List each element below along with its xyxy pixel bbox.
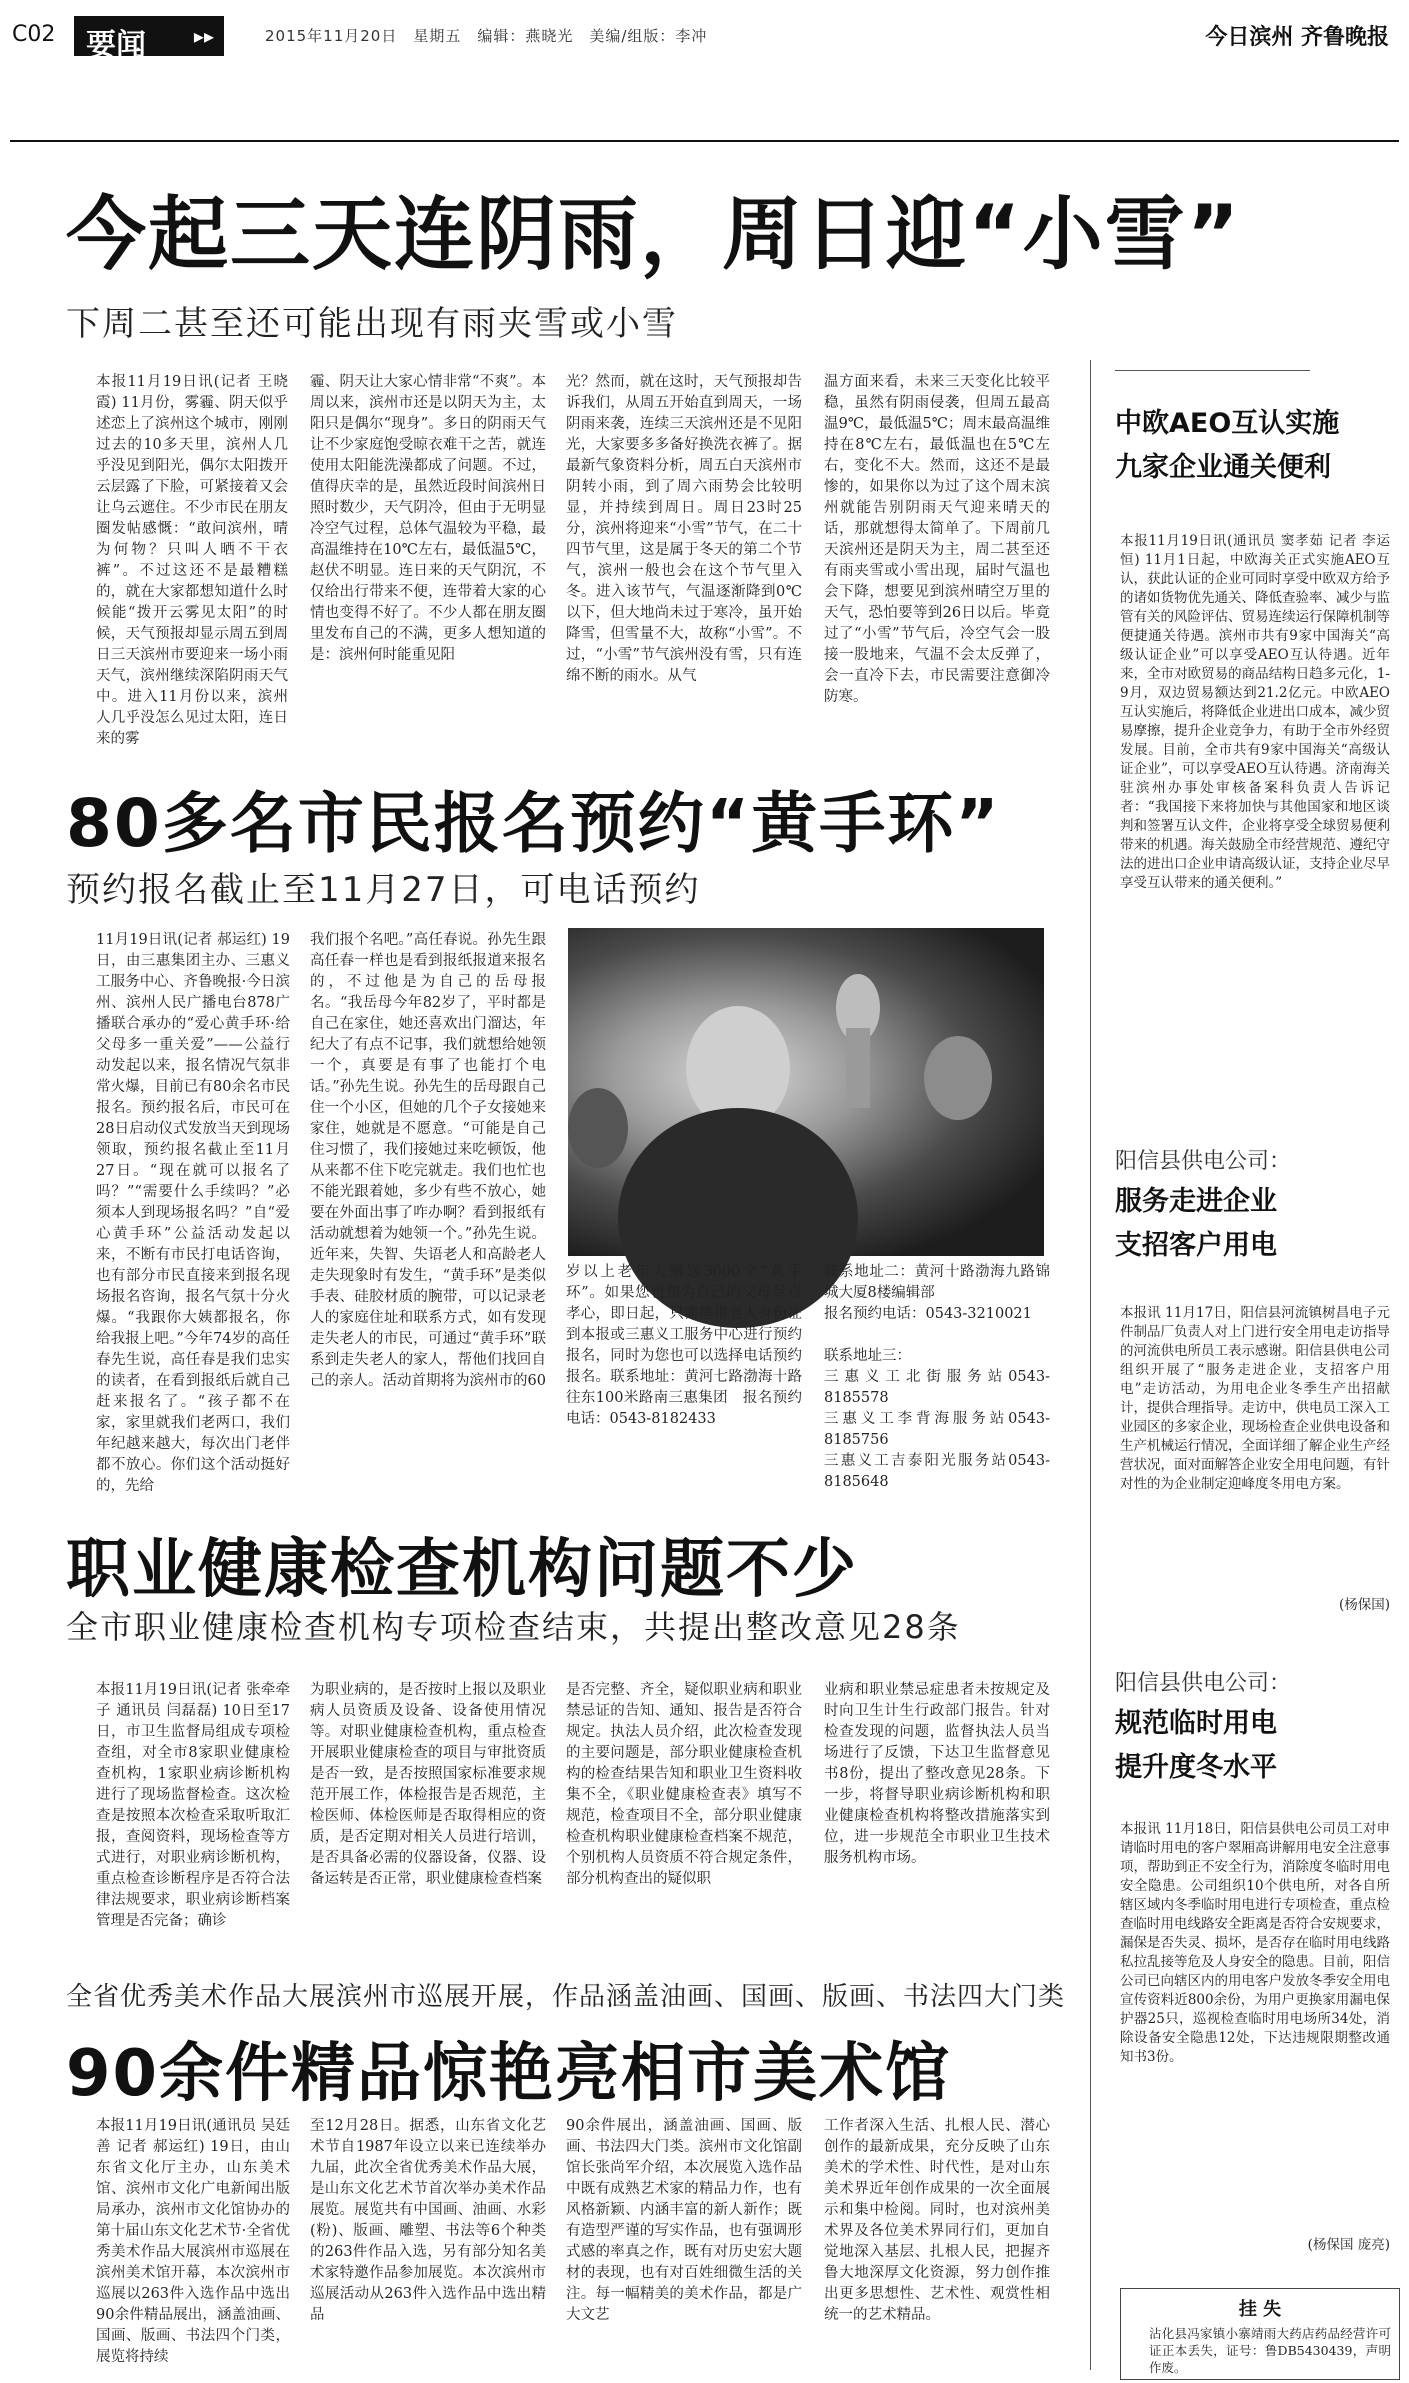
sidebar2-title-line: 支招客户用电 <box>1115 1230 1277 1261</box>
section-name: 要闻 <box>86 28 146 63</box>
news-photo <box>568 928 1044 1256</box>
contact-list <box>824 1262 1050 1493</box>
article4-col: 至12月28日。据悉，山东省文化艺术节自1987年设立以来已连续举办九届，此次全省优秀美术作品大展，是山东文化艺术节首次举办美术作品展览。展览共有中国画、油画、水彩(粉)、版画、雕塑、书法等6个种类的263件作品入选，另有部分知名美术家特邀作品参加展览。本次滨州市巡展活动从263件入选作品中选出精品 <box>310 2118 546 2323</box>
article1-col: 本报11月19日讯(记者 王晓霞) 11月份，雾霾、阴天似乎述恋上了滨州这个城市，刚刚过去的10多天里，滨州人几乎没见到阳光，偶尔太阳拨开云层露了下脸，可紧接着又会让乌云遮住。不少市民在朋友圈发帖感慨：“敢问滨州，晴为何物？只叫人晒不干衣裤”。不过这还不是最糟糕的，就在大家都想知道什么时候能“拨开云雾见太阳”的时候，天气预报却显示周五到周日三天滨州市要迎来一场小雨天气，滨州继续深陷阴雨天气中。进入11月份以来，滨州人几乎没怎么见过太阳，连日来的雾 <box>96 374 288 747</box>
article1-col: 霾、阴天让大家心情非常“不爽”。本周以来，滨州市还是以阴天为主，太阳只是偶尔“现身”。多日的阴雨天气让不少家庭饱受晾衣难干之苦，就连使用太阳能洗澡都成了问题。不过，值得庆幸的是，虽然近段时间滨州日照时数少，天气阴冷，但由于无明显冷空气过程，总体气温较为平稳，最高温维持在10℃左右，最低温5℃，赵伏不明显。连日来的天气阴沉，不仅给出行带来不便，连带着大家的心情也变得不好了。不少人都在朋友圈里发布自己的不满，更多人想知道的是：滨州何时能重见阳 <box>310 374 546 663</box>
article2-col: 岁以上老年人赠送3000个“黄手环”。如果您也想为自己的父母尽点孝心，即日起，只需携带老人身份证到本报或三惠义工服务中心进行预约报名，同时为您也可以选择电话预约报名。联系地址：黄河七路渤海十路往东100米路南三惠集团 报名预约电话：0543-8182433 <box>566 1264 802 1427</box>
article2-title: 80多名市民报名预约“黄手环” <box>66 785 1001 862</box>
sidebar3-kicker: 阳信县供电公司： <box>1115 1671 1292 1696</box>
sidebar3-byline: (杨保国 庞亮) <box>1307 2237 1390 2253</box>
newspaper-brand: 今日滨州 齐鲁晚报 <box>1205 25 1389 50</box>
double-chevron-icon: ▸▸ <box>193 24 214 48</box>
article3-col: 为职业病的，是否按时上报以及职业病人员资质及设备、设备使用情况等。对职业健康检查机构，重点检查开展职业健康检查的项目与审批资质是否一致，是否按照国家标准要求规范开展工作，体检报告是否规范，主检医师、体检医师是否取得相应的资质，是否定期对相关人员进行培训，是否具备必需的仪器设备，仪器、设备运转是否正常，职业健康检查档案 <box>310 1682 546 1887</box>
sidebar3-title-line: 提升度冬水平 <box>1115 1752 1277 1783</box>
sidebar-top-rule <box>1115 370 1310 371</box>
article4-col: 工作者深入生活、扎根人民、潜心创作的最新成果，充分反映了山东美术的学术性、时代性，是对山东美术界近年创作成果的一次全面展示和集中检阅。同时，也对滨州美术界及各位美术界同行们，更加自觉地深入基层、扎根人民，把握齐鲁大地深厚文化资源，努力创作推出更多思想性、艺术性、观赏性相统一的艺术精品。 <box>824 2118 1050 2323</box>
lost-notice <box>1120 2288 1400 2380</box>
contact-line: 三惠义工北街服务站0543-8185578 <box>824 1369 1050 1406</box>
header-rule <box>10 140 1399 142</box>
contact-line: 联系地址三： <box>824 1348 911 1364</box>
contact-line: 报名预约电话：0543-3210021 <box>824 1306 1032 1322</box>
article1-col: 温方面来看，未来三天变化比较平稳，虽然有阴雨侵袭，但周五最高温9℃，最低温5℃；周末最高温维持在8℃左右，最低温也在5℃左右，变化不大。然而，这还不是最惨的，如果你以为过了这个周末滨州就能告别阴雨天气迎来晴天的话，那就想得太简单了。下周前几天滨州还是阴天为主，周二甚至还有雨夹雪或小雪出现，届时气温也会下降，想要见到滨州晴空万里的天气，恐怕要等到26日以后。毕竟过了“小雪”节气后，冷空气会一股接一股地来，气温不会太反弹了，会一直冷下去，市民需要注意御冷防寒。 <box>824 374 1050 705</box>
article1-subtitle: 下周二甚至还可能出现有雨夹雪或小雪 <box>66 304 678 344</box>
article3-col: 业病和职业禁忌症患者未按规定及时向卫生计生行政部门报告。针对检查发现的问题，监督执法人员当场进行了反馈，下达卫生监督意见书8份，提出了整改意见28条。下一步，将督导职业病诊断机构和职业健康检查机构将整改措施落实到位，进一步规范全市职业卫生技术服务机构市场。 <box>824 1682 1050 1866</box>
sidebar2-byline: (杨保国) <box>1338 1597 1390 1613</box>
article4-col: 本报11月19日讯(通讯员 吴廷善 记者 郝运红) 19日，由山东省文化厅主办，山东美术馆、滨州市文化广电新闻出版局承办，滨州市文化馆协办的第十届山东文化艺术节·全省优秀美术作品大展滨州市巡展在滨州美术馆开幕，本次滨州市巡展以263件入选作品中选出90余件精品展出，涵盖油画、国画、版画、书法四个门类，展览将持续 <box>96 2118 290 2365</box>
contact-line: 联系地址二：黄河十路渤海九路锦城大厦8楼编辑部 <box>824 1264 1050 1301</box>
page-meta: 2015年11月20日 星期五 编辑：燕晓光 美编/组版：李冲 <box>265 27 708 45</box>
article2-col: 11月19日讯(记者 郝运红) 19日，由三惠集团主办、三惠义工服务中心、齐鲁晚报·今日滨州、滨州人民广播电台878广播联合承办的“爱心黄手环·给父母多一重关爱”——公益行动发起以来，报名情况气氛非常火爆，目前已有80余名市民报名。预约报名后，市民可在28日启动仪式发放当天到现场领取，预约报名截止至11月27日。“现在就可以报名了吗？”“需要什么手续吗？”必须本人到现场报名吗？”自“爱心黄手环”公益活动发起以来，不断有市民打电话咨询，也有部分市民直接来到报名现场报名咨询，报名气氛十分火爆。“我跟你大姨都报名，你给我报上吧。”今年74岁的高任春先生说，高任春是我们忠实的读者，在看到报纸后就自己赶来报名了。“孩子都不在家，家里就我们老两口，我们年纪越来越大，每次出门老伴都不放心。你们这个活动挺好的，先给 <box>96 932 290 1494</box>
article2-col: 我们报个名吧。”高任春说。孙先生跟高任春一样也是看到报纸报道来报名的，不过他是为自己的岳母报名。“我岳母今年82岁了，平时都是自己在家住，她还喜欢出门溜达，年纪大了有点不记事，我们就想给她领一个，真要是有事了也能打个电话。”孙先生说。孙先生的岳母跟自己住一个小区，但她的几个子女接她来家住，她就是不愿意。“可能是自己住习惯了，我们接她过来吃顿饭，他从来都不住下吃完就走。我们也忙也不能光跟着她，多少有些不放心，她要在外面出事了咋办啊？看到报纸有活动就想着为她领一个。”孙先生说。近年来，失智、失语老人和高龄老人走失现象时有发生，“黄手环”是类似手表、硅胶材质的腕带，可以记录老人的家庭住址和联系方式，如有发现走失老人的市民，可通过“黄手环”联系到走失老人的家人，帮他们找回自己的亲人。活动首期将为滨州市的60 <box>310 932 546 1389</box>
contact-line: 三惠义工吉泰阳光服务站0543-8185648 <box>824 1453 1050 1490</box>
sidebar2-kicker: 阳信县供电公司： <box>1115 1149 1292 1174</box>
contact-line: 三惠义工李背海服务站0543-8185756 <box>824 1411 1050 1448</box>
sidebar2-title-line: 服务走进企业 <box>1115 1186 1277 1217</box>
article3-subtitle: 全市职业健康检查机构专项检查结束，共提出整改意见28条 <box>66 1608 961 1646</box>
sidebar2-text: 本报讯 11月17日，阳信县河流镇树昌电子元件制品厂负责人对上门进行安全用电走访指导的河流供电所员工表示感谢。阳信县供电公司组织开展了“服务走进企业，支招客户用电”走访活动，为用电企业冬季生产出招献计，提供合理指导。走访中，供电员工深入工业园区的多家企业，现场检查企业供电设备和生产机械运行情况，全面详细了解企业生产经营状况，面对面解答企业安全用电问题，有针对性的为企业制定迎峰度冬用电方案。 <box>1120 1305 1390 1492</box>
page-code: C02 <box>12 22 56 47</box>
article4-kicker: 全省优秀美术作品大展滨州市巡展开展，作品涵盖油画、国画、版画、书法四大门类 <box>66 1982 1066 2012</box>
sidebar3-text: 本报讯 11月18日，阳信县供电公司员工对申请临时用电的客户翠厢高讲解用电安全注意事项，帮助到正不安全行为，消除度冬临时用电安全隐患。公司组织10个供电所，对各自所辖区域内冬季临时用电进行专项检查，重点检查临时用电线路安全距离是否符合安规要求，漏保是否失灵、损坏，是否存在临时用电线路私拉乱接等危及人身安全的隐患。目前，阳信公司已向辖区内的用电客户发放冬季安全用电宣传资料近800余份，为用户更换家用漏电保护器25只，巡视检查临时用电场所34处，消除设备安全隐患12处，下达违规限期整改通知书3份。 <box>1120 1821 1390 2065</box>
lost-notice-text: 沾化县冯家镇小寨靖雨大药店药品经营许可证正本丢失，证号：鲁DB5430439，声明作废。 <box>1149 2326 1391 2375</box>
sidebar1-title-line: 九家企业通关便利 <box>1115 452 1331 483</box>
article3-col: 本报11月19日讯(记者 张牵牵子 通讯员 闫磊磊) 10日至17日，市卫生监督局组成专项检查组，对全市8家职业健康检查机构，1家职业病诊断机构进行了现场监督检查。这次检查是按照本次检查采取听取汇报，查阅资料，现场检查等方式进行，对职业病诊断机构，重点检查诊断程序是否符合法律法规要求，职业病诊断档案管理是否完备；确诊 <box>96 1682 290 1929</box>
article1-title: 今起三天连阴雨，周日迎“小雪” <box>66 188 1242 281</box>
elderly-man-photo <box>568 928 1044 1256</box>
article1-col: 光？然而，就在这时，天气预报却告诉我们，从周五开始直到周天，一场阴雨来袭，连续三天滨州还是不见阳光，大家要多多备好换洗衣裤了。据最新气象资料分析，周五白天滨州市阴转小雨，到了周六雨势会比较明显，并持续到周日。周日23时25分，滨州将迎来“小雪”节气，在二十四节气里，这是属于冬天的第二个节气，滨州一般也会在这个节气里入冬。进入该节气，气温逐渐降到0℃以下，但大地尚未过于寒冷，虽开始降雪，但雪量不大，故称“小雪”。不过，“小雪”节气滨州没有雪，只有连绵不断的雨水。从气 <box>566 374 802 684</box>
article3-col: 是否完整、齐全，疑似职业病和职业禁忌证的告知、通知、报告是否符合规定。执法人员介绍，此次检查发现的主要问题是，部分职业健康检查机构的检查结果告知和职业卫生资料收集不全，《职业健康检查表》填写不规范，检查项目不全，部分职业健康检查机构职业健康检查档案不规范，个别机构人员资质不符合规定条件，部分机构查出的疑似职 <box>566 1682 802 1887</box>
article4-col: 90余件展出，涵盖油画、国画、版画、书法四大门类。滨州市文化馆副馆长张尚军介绍，本次展览入选作品中既有成熟艺术家的精品力作，也有风格新颖、内涵丰富的新人新作；既有造型严谨的写实作品，也有强调形式感的率真之作，既有对历史宏大题材的表现，也有对百姓细微生活的关注。每一幅精美的美术作品，都是广大文艺 <box>566 2118 802 2323</box>
article2-subtitle: 预约报名截止至11月27日，可电话预约 <box>66 870 701 910</box>
article4-title: 90余件精品惊艳亮相市美术馆 <box>66 2037 952 2111</box>
column-divider <box>1090 360 1091 2370</box>
article3-title: 职业健康检查机构问题不少 <box>66 1533 858 1607</box>
lost-notice-title: 挂 失 <box>1238 2299 1282 2320</box>
sidebar1-title-line: 中欧AEO互认实施 <box>1115 408 1340 439</box>
sidebar3-title-line: 规范临时用电 <box>1115 1708 1277 1739</box>
sidebar1-text: 本报11月19日讯(通讯员 窦孝茹 记者 李运恒) 11月1日起，中欧海关正式实施AEO互认，获此认证的企业可同时享受中欧双方给予的诸如货物优先通关、降低查验率、减少与监管有关的风险评估、贸易连续运行保障机制等便捷通关待遇。滨州市共有9家中国海关“高级认证企业”可以享受AEO互认待遇。近年来，全市对欧贸易的商品结构日趋多元化，1-9月，双边贸易额达到21.2亿元。中欧AEO互认实施后，将降低企业进出口成本，减少贸易摩擦，提升企业竞争力，有助于全市外经贸发展。目前，全市共有9家中国海关“高级认证企业”，可以享受AEO互认待遇。济南海关驻滨州办事处审核备案科负责人告诉记者：“我国接下来将加快与其他国家和地区谈判和签署互认文件，企业将享受全球贸易便利带来的机遇。海关鼓励全市经营规范、遵纪守法的进出口企业申请高级认证，支持企业尽早享受互认带来的通关便利。” <box>1120 533 1390 891</box>
section-badge <box>74 16 224 63</box>
